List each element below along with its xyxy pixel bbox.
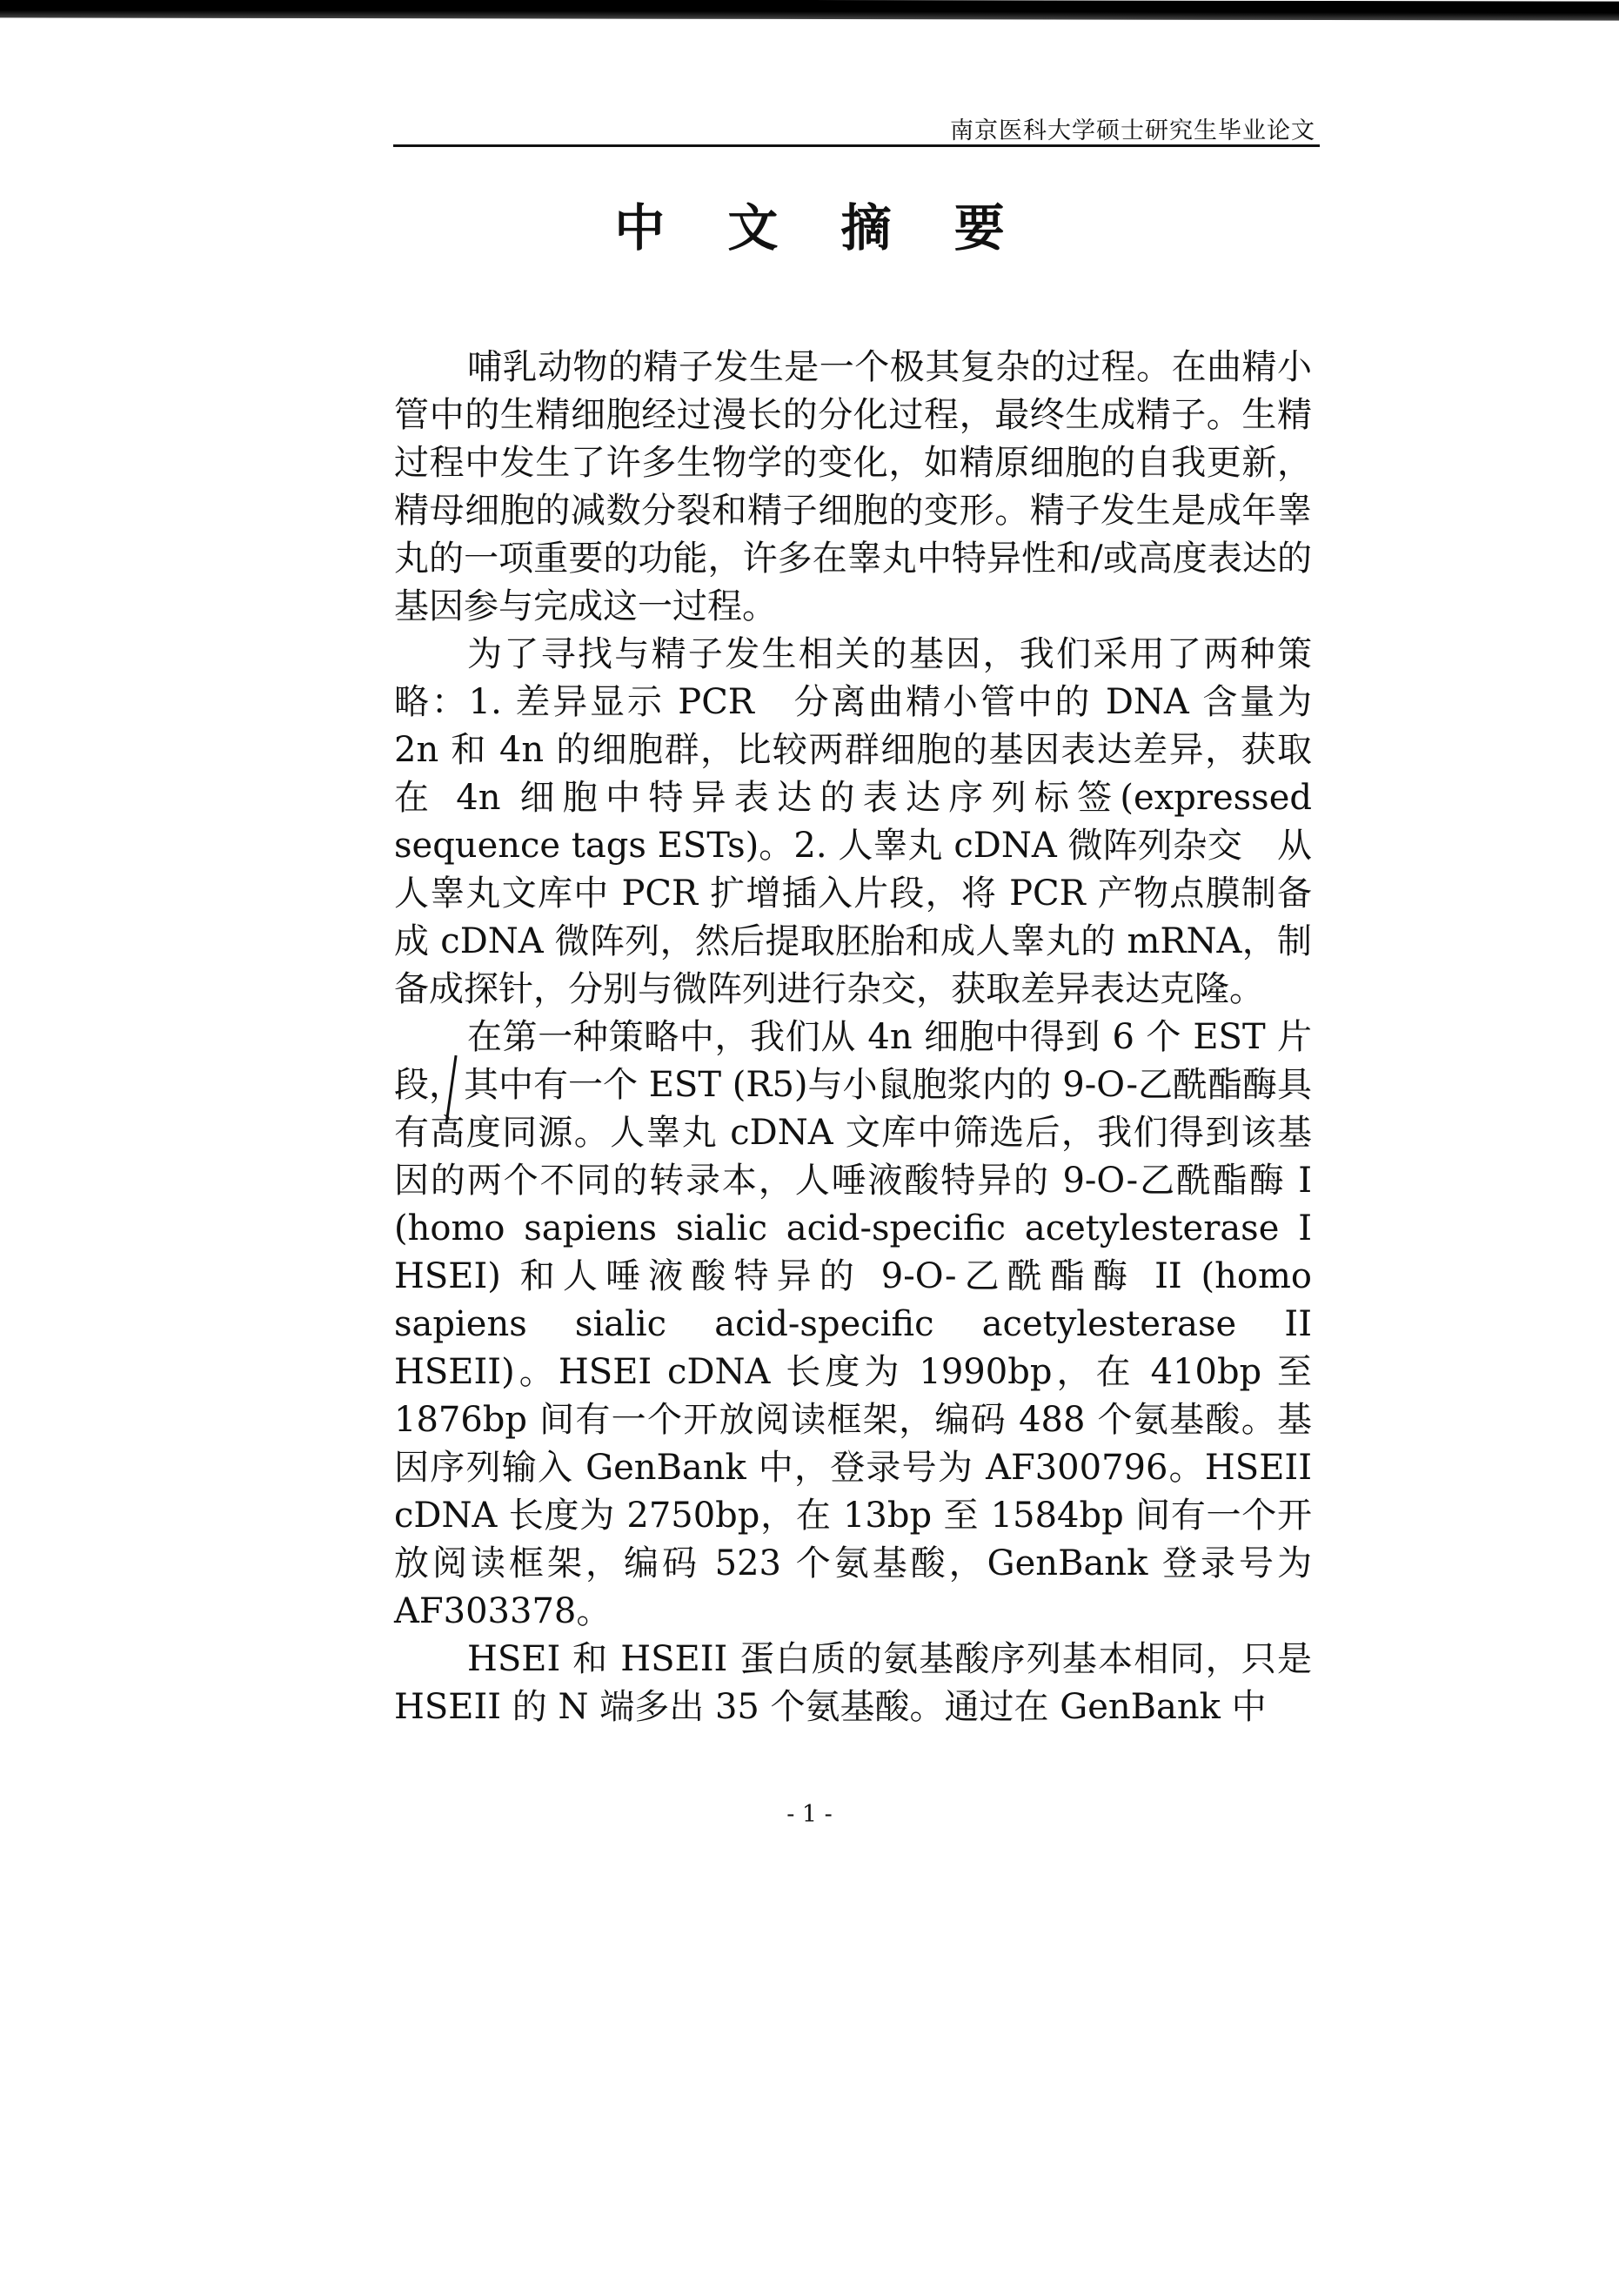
- paragraph-1: 哺乳动物的精子发生是一个极其复杂的过程。在曲精小管中的生精细胞经过漫长的分化过程，最终生成精子。生精过程中发生了许多生物学的变化，如精原细胞的自我更新，精母细胞的减数分裂和精子细胞的变形。精子发生是成年睾丸的一项重要的功能，许多在睾丸中特异性和/或高度表达的基因参与完成这一过程。: [394, 347, 1312, 626]
- paragraph-3: 在第一种策略中，我们从 4n 细胞中得到 6 个 EST 片段，其中有一个 EST (R5)与小鼠胞浆内的 9-O-乙酰酯酶具有高度同源。人睾丸 cDNA 文库中筛选后，我们得到该基因的两个不同的转录本，人唾液酸特异的 9-O-乙酰酯酶 I (homo sapiens sialic acid-specific acetylesterase I HSEI) 和人唾液酸特异的 9-O-乙酰酯酶 II (homo sapiens sialic acid-specific acetylesterase II HSEII)。HSEI cDNA 长度为 1990bp，在 410bp 至 1876bp 间有一个开放阅读框架，编码 488 个氨基酸。基因序列输入 GenBank 中，登录号为 AF300796。HSEII cDNA 长度为 2750bp，在 13bp 至 1584bp 间有一个开放阅读框架，编码 523 个氨基酸，GenBank 登录号为 AF303378。: [394, 1017, 1347, 1631]
- page-number: - 1 -: [786, 1801, 833, 1828]
- scan-edge-bar: [0, 0, 1619, 21]
- header-rule: [393, 144, 1320, 147]
- running-header: 南京医科大学硕士研究生毕业论文: [950, 117, 1315, 144]
- paragraph-2: 为了寻找与精子发生相关的基因，我们采用了两种策略：1. 差异显示 PCR 分离曲精小管中的 DNA 含量为 2n 和 4n 的细胞群，比较两群细胞的基因表达差异，获取在 4n 细胞中特异表达的表达序列标签(expressed sequence tags ESTs)。2. 人睾丸 cDNA 微阵列杂交 从人睾丸文库中 PCR 扩增插入片段，将 PCR 产物点膜制备成 cDNA 微阵列，然后提取胚胎和成人睾丸的 mRNA，制备成探针，分别与微阵列进行杂交，获取差异表达克隆。: [394, 634, 1312, 1009]
- abstract-body: [394, 344, 1347, 1731]
- page-title: 中 文 摘 要: [614, 198, 1027, 258]
- paragraph-4: HSEI 和 HSEII 蛋白质的氨基酸序列基本相同，只是 HSEII 的 N 端多出 35 个氨基酸。通过在 GenBank 中: [394, 1639, 1312, 1727]
